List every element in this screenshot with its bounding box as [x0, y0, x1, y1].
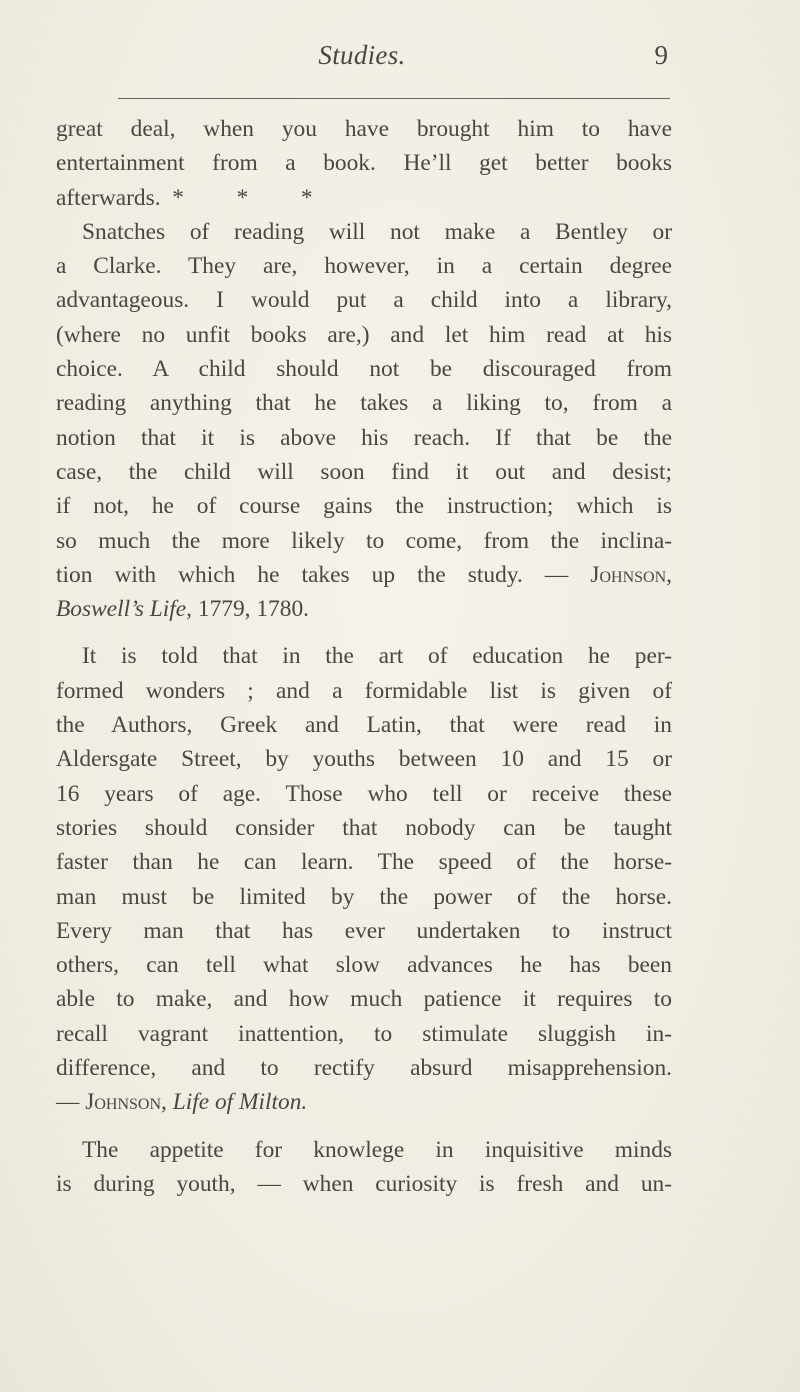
paragraph-1 [56, 112, 672, 215]
paragraph-3 [56, 639, 672, 1119]
running-head: Studies. [318, 40, 406, 70]
text-line: if not, he of course gains the instruction; which is [56, 493, 672, 520]
text-line: difference, and to rectify absurd misapprehension. [56, 1055, 672, 1082]
source-title: Boswell’s Life, [56, 596, 193, 623]
page-header [56, 40, 668, 80]
text-line: choice. A child should not be discouraged from [56, 356, 672, 383]
text-line: faster than he can learn. The speed of the horse- [56, 849, 672, 876]
text-fragment: tion with which he takes up the study. — [56, 561, 591, 588]
text-line: stories should consider that nobody can be taught [56, 814, 672, 841]
text-line: a Clarke. They are, however, in a certain degree [56, 253, 672, 280]
text-line: afterwards. * * * [56, 184, 313, 211]
text-line: (where no unfit books are,) and let him read at his [56, 321, 672, 348]
text-line: reading anything that he takes a liking to, from a [56, 390, 672, 417]
text-line: advantageous. I would put a child into a library, [56, 287, 672, 314]
text-line: the Authors, Greek and Latin, that were read in [56, 712, 672, 739]
text-line: formed wonders ; and a formidable list is given of [56, 677, 672, 704]
text-line: It is told that in the art of education he per- [82, 643, 672, 670]
source-years: 1779, 1780. [192, 596, 309, 623]
source-citation [56, 1085, 672, 1119]
page-number: 9 [654, 40, 668, 70]
text-line: is during youth, — when curiosity is fresh and un- [56, 1170, 672, 1197]
paragraph-4 [56, 1133, 672, 1202]
text-line: recall vagrant inattention, to stimulate sluggish in- [56, 1020, 672, 1047]
text-line: entertainment from a book. He’ll get better books [56, 150, 672, 177]
text-line: The appetite for knowlege in inquisitive minds [82, 1136, 672, 1163]
text-fragment: — [56, 1089, 86, 1116]
body-text [56, 112, 672, 1201]
text-line: man must be limited by the power of the horse. [56, 883, 672, 910]
text-line: Aldersgate Street, by youths between 10 and 15 or [56, 746, 672, 773]
text-line [56, 558, 672, 592]
paragraph-2 [56, 215, 672, 627]
author-name: Johnson, [590, 561, 672, 588]
text-line: able to make, and how much patience it requires to [56, 986, 672, 1013]
source-citation [56, 592, 672, 626]
text-line: others, can tell what slow advances he has been [56, 952, 672, 979]
author-name: Johnson, [85, 1089, 167, 1116]
header-rule [118, 98, 670, 99]
text-line: Every man that has ever undertaken to instruct [56, 917, 672, 944]
source-title: Life of Milton. [172, 1089, 308, 1116]
text-line: case, the child will soon find it out and desist; [56, 458, 672, 485]
text-line: Snatches of reading will not make a Bentley or [82, 218, 672, 245]
text-line: 16 years of age. Those who tell or receive these [56, 780, 672, 807]
text-line: notion that it is above his reach. If that be the [56, 424, 672, 451]
text-line: so much the more likely to come, from the inclina- [56, 527, 672, 554]
text-line: great deal, when you have brought him to have [56, 116, 672, 142]
